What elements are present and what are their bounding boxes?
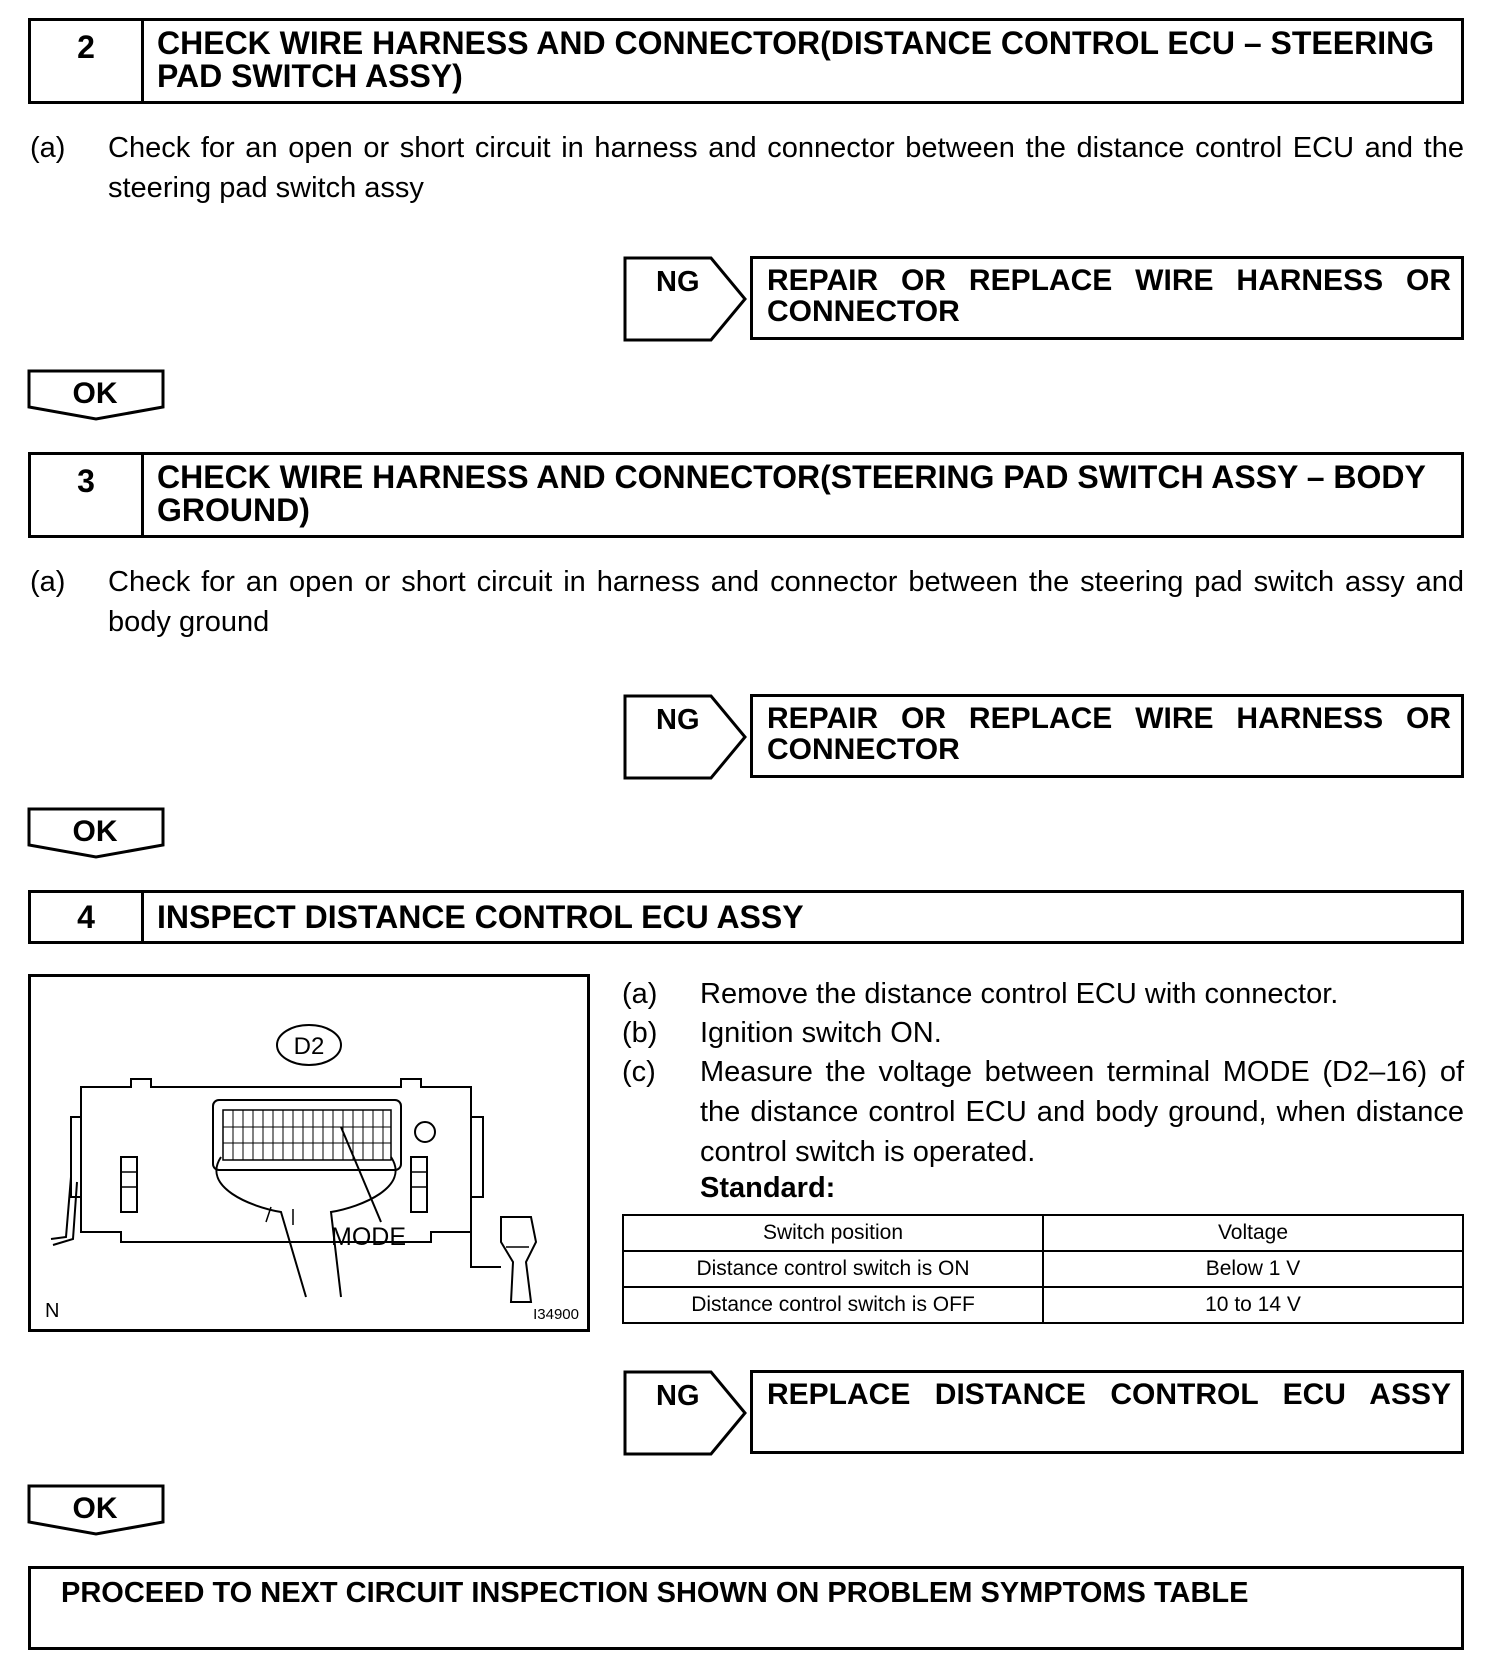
ok-label: OK (72, 1492, 118, 1525)
step-2-ng-result (750, 256, 1464, 340)
corner-label: N (45, 1300, 60, 1322)
table-cell: 10 to 14 V (1043, 1287, 1463, 1323)
standard-table (622, 1214, 1464, 1324)
item-text: Check for an open or short circuit in harness and connector between the steering pad switch assy and body ground (108, 566, 1464, 638)
standard-label: Standard: (700, 1172, 836, 1204)
step-3-item-a (30, 562, 1464, 646)
table-header: Voltage (1043, 1215, 1463, 1251)
step-title: CHECK WIRE HARNESS AND CONNECTOR(STEERING PAD SWITCH ASSY – BODY GROUND) (157, 459, 1426, 528)
step-title: CHECK WIRE HARNESS AND CONNECTOR(DISTANCE CONTROL ECU – STEERING PAD SWITCH ASSY) (157, 25, 1435, 94)
step-4-item-c (622, 1052, 1464, 1176)
step-4-item-a (622, 974, 1464, 1014)
step-4-item-b (622, 1013, 1464, 1053)
ok-label: OK (72, 815, 118, 848)
table-header-row (623, 1215, 1463, 1251)
final-instruction-text: PROCEED TO NEXT CIRCUIT INSPECTION SHOWN ON PROBLEM SYMPTOMS TABLE (61, 1577, 1249, 1609)
final-instruction-box (28, 1566, 1464, 1650)
ng-label: NG (656, 266, 700, 298)
step-number: 4 (31, 893, 144, 941)
item-label: (a) (30, 566, 66, 598)
item-label: (c) (622, 1056, 656, 1088)
step-4-header (28, 890, 1464, 944)
item-label: (a) (622, 978, 658, 1010)
ecu-diagram (31, 977, 587, 1329)
table-cell: Distance control switch is OFF (623, 1287, 1043, 1323)
step-number: 2 (31, 21, 144, 101)
ng-result-text: REPLACE DISTANCE CONTROL ECU ASSY (767, 1378, 1451, 1411)
item-label: (a) (30, 132, 66, 164)
ng-result-text: REPAIR OR REPLACE WIRE HARNESS OR CONNECTOR (767, 264, 1451, 328)
table-row (623, 1251, 1463, 1287)
item-text: Ignition switch ON. (700, 1017, 942, 1049)
terminal-label: MODE (331, 1223, 406, 1251)
step-3-header (28, 452, 1464, 538)
step-number: 3 (31, 455, 144, 535)
step-2-header (28, 18, 1464, 104)
item-text: Remove the distance control ECU with connector. (700, 978, 1339, 1010)
item-label: (b) (622, 1017, 658, 1049)
step-title: INSPECT DISTANCE CONTROL ECU ASSY (157, 899, 804, 935)
ecu-connector-figure (28, 974, 590, 1332)
table-cell: Below 1 V (1043, 1251, 1463, 1287)
table-header: Switch position (623, 1215, 1043, 1251)
step-4-ng-result (750, 1370, 1464, 1454)
standard-table-wrap (622, 1214, 1464, 1324)
table-row (623, 1287, 1463, 1323)
step-3-ng-result (750, 694, 1464, 778)
item-text: Check for an open or short circuit in harness and connector between the distance control ECU and the steering pad switch assy (108, 132, 1464, 204)
ng-label: NG (656, 1380, 700, 1412)
figure-id: I34900 (533, 1306, 579, 1323)
table-cell: Distance control switch is ON (623, 1251, 1043, 1287)
connector-label: D2 (293, 1033, 325, 1060)
step-2-item-a (30, 128, 1464, 212)
ok-label: OK (72, 377, 118, 410)
ng-result-text: REPAIR OR REPLACE WIRE HARNESS OR CONNECTOR (767, 702, 1451, 766)
item-text: Measure the voltage between terminal MODE (D2–16) of the distance control ECU and body ground, when distance control switch is operated. (700, 1056, 1464, 1168)
ng-label: NG (656, 704, 700, 736)
